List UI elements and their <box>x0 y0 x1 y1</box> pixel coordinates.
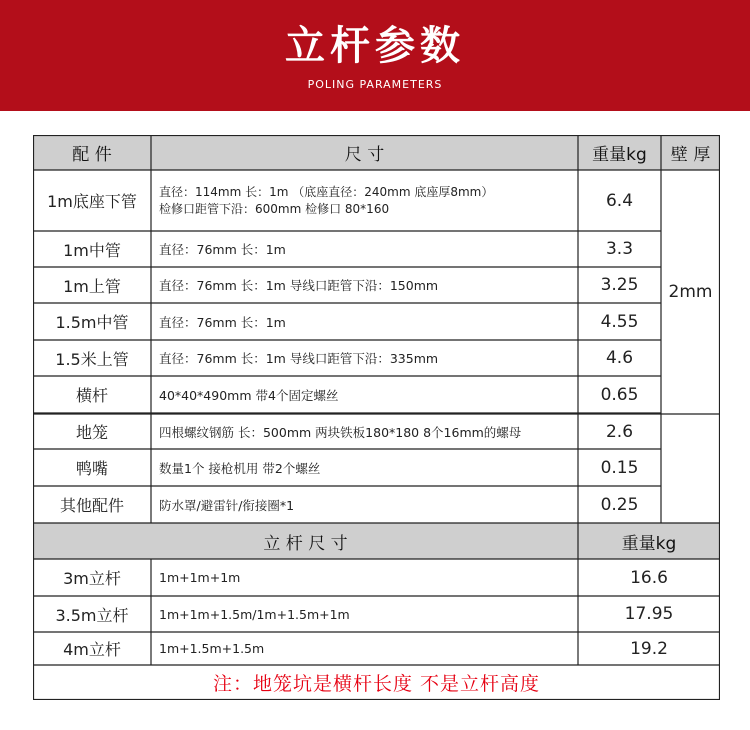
part-size: 防水罩/避雷针/衔接圈*1 <box>159 497 295 513</box>
pole-weight: 19.2 <box>630 638 668 659</box>
part-name: 鸭嘴 <box>75 459 108 478</box>
part-name: 其他配件 <box>59 496 124 515</box>
pole-weight: 17.95 <box>624 604 674 624</box>
header-pole-size: 立 杆 尺 寸 <box>263 533 348 554</box>
part-name: 1m上管 <box>63 276 121 296</box>
part-size: 直径：76mm 长：1m 导线口距管下沿：335mm <box>159 351 439 366</box>
part-size: 数量1个 接枪机用 带2个螺丝 <box>159 460 321 476</box>
part-weight: 3.3 <box>605 239 634 259</box>
part-size-line-2: 检修口距管下沿：600mm 检修口 80*160 <box>159 201 390 216</box>
wall-thickness-value: 2mm <box>668 282 713 302</box>
part-weight: 0.65 <box>600 384 639 405</box>
part-size: 直径：76mm 长：1m <box>159 242 286 257</box>
pole-name: 4m立杆 <box>63 640 121 659</box>
part-name: 1m底座下管 <box>47 192 137 211</box>
part-size: 40*40*490mm 带4个固定螺丝 <box>159 387 339 403</box>
part-name: 地笼 <box>75 423 108 442</box>
header-pole-weight: 重量kg <box>621 533 677 554</box>
part-weight: 0.15 <box>600 457 639 478</box>
part-size <box>151 170 578 231</box>
part-weight: 0.25 <box>600 494 639 515</box>
header-wall-thickness: 壁 厚 <box>670 145 711 165</box>
part-name: 横杆 <box>75 386 108 405</box>
pole-name: 3.5m立杆 <box>55 605 129 625</box>
part-size: 直径：76mm 长：1m <box>159 314 286 330</box>
part-size: 直径：76mm 长：1m 导线口距管下沿：150mm <box>159 278 439 293</box>
page-title: 立杆参数 <box>285 23 465 69</box>
pole-combination: 1m+1m+1.5m/1m+1.5m+1m <box>159 606 350 622</box>
part-name: 1.5m中管 <box>55 313 129 332</box>
pole-weight: 16.6 <box>630 567 668 588</box>
title-banner <box>0 0 750 111</box>
part-weight: 4.6 <box>605 348 634 368</box>
part-size-line-1: 直径：114mm 长：1m （底座直径：240mm 底座厚8mm） <box>159 184 494 199</box>
part-name: 1m中管 <box>63 240 121 260</box>
footnote: 注：地笼坑是横杆长度 不是立杆高度 <box>212 673 541 695</box>
parameter-sheet <box>33 135 720 700</box>
header-part: 配 件 <box>72 145 112 165</box>
pole-combination: 1m+1.5m+1.5m <box>159 641 265 656</box>
part-weight: 4.55 <box>600 311 639 332</box>
header-size: 尺 寸 <box>344 145 385 165</box>
header-weight: 重量kg <box>592 145 647 165</box>
part-name: 1.5米上管 <box>55 349 129 369</box>
page-subtitle: POLING PARAMETERS <box>307 78 443 91</box>
pole-name: 3m立杆 <box>63 569 121 588</box>
part-weight: 2.6 <box>605 421 634 442</box>
part-weight: 6.4 <box>605 190 634 211</box>
part-size: 四根螺纹钢筋 长：500mm 两块铁板180*180 8个16mm的螺母 <box>159 424 522 440</box>
pole-combination: 1m+1m+1m <box>159 570 241 585</box>
part-weight: 3.25 <box>600 275 639 295</box>
